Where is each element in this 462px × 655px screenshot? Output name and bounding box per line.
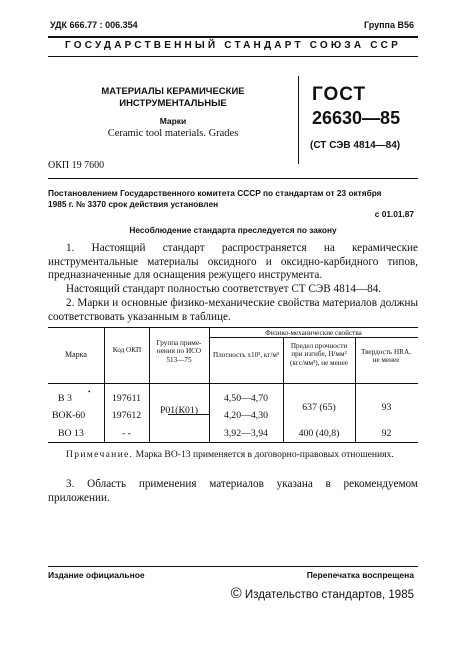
standard-banner: ГОСУДАРСТВЕННЫЙ СТАНДАРТ СОЮЗА ССР (65, 40, 401, 51)
table-row-3-okp: - - (122, 428, 131, 439)
header-physical-props: Физико-механические свойства (265, 329, 362, 337)
paragraph-2: Настоящий стандарт полностью соответствует СТ СЭВ 4814—84. (66, 283, 382, 295)
col-divider-5 (355, 337, 356, 442)
title-line-2: ИНСТРУМЕНТАЛЬНЫЕ (119, 98, 227, 109)
paragraph-3: 2. Марки и основные физико-механические свойства материалов должны соответствовать указанным в таблице. (48, 297, 418, 323)
table-row-1-grade: В 3 (58, 393, 72, 404)
table-note (66, 449, 418, 461)
table-row-1-okp: 197611 (111, 393, 142, 404)
banner-rule (48, 56, 418, 57)
decree-line-2: 1985 г. № 3370 срок действия установлен (48, 199, 219, 209)
table-row-3-grade: ВО 13 (58, 428, 84, 439)
table-row-2-grade: ВОК-60 (52, 410, 86, 421)
header-strength: Предел прочности при изгибе, Н/мм² (кгс/мм²), не менее (289, 342, 349, 367)
table-row-2-density: 4,20—4,30 (223, 410, 269, 421)
gost-number: 26630—85 (312, 108, 401, 128)
official-edition: Издание официальное (48, 570, 145, 580)
header-hardness: Твердость HRA, не менее (361, 348, 411, 365)
effective-date: с 01.01.87 (374, 209, 414, 219)
reprint-prohibited: Перепечатка воспрещена (306, 570, 414, 580)
table-row-3-density: 3,92—3,94 (223, 428, 269, 439)
header-iso-group: Группа приме-нения по ИСО 513—75 (156, 339, 202, 364)
table-row-1-density: 4,50—4,70 (223, 393, 269, 404)
strength-merged: 637 (65) (302, 402, 336, 413)
group-code: Группа В56 (363, 20, 414, 30)
asterisk-mark: • (88, 388, 91, 396)
hardness-merged: 93 (381, 402, 392, 413)
header-density: Плотность х10³, кг/м³ (212, 351, 280, 359)
col-divider-2 (149, 327, 150, 442)
okp-rule (48, 178, 418, 179)
header-grade: Марка (65, 350, 87, 359)
footer-rule (48, 566, 418, 567)
copyright-icon: © (230, 585, 242, 602)
title-subtitle: Марки (159, 116, 187, 126)
title-line-1: МАТЕРИАЛЫ КЕРАМИЧЕСКИЕ (101, 86, 245, 97)
note-label: Примечание. (66, 449, 134, 460)
publisher-name: Издательство стандартов, 1985 (244, 589, 414, 601)
note-text: Марка ВО-13 применяется в договорно-правовых отношениях. (135, 449, 394, 460)
table-row-3-hardness: 92 (381, 428, 392, 439)
okp-code: ОКП 19 7600 (48, 160, 105, 171)
table-row-2-okp: 197612 (111, 410, 142, 421)
law-warning: Несоблюдение стандарта преследуется по закону (129, 225, 337, 235)
english-title: Ceramic tool materials. Grades (107, 128, 239, 139)
paragraph-1: 1. Настоящий стандарт распространяется на керамические инструментальные материалы оксидного и оксидно-карбидного типов, предназначенные для оснащения режущего инструмента. (48, 242, 418, 282)
title-divider (298, 76, 299, 164)
header-rule (48, 36, 418, 38)
col-divider-4 (283, 337, 284, 442)
col-divider-3 (209, 327, 210, 442)
st-sev-ref: (СТ СЭВ 4814—84) (310, 140, 401, 151)
paragraph-4: 3. Область применения материалов указана в рекомендуемом приложении. (48, 478, 418, 504)
decree-line-1: Постановлением Государственного комитета СССР по стандартам от 23 октября (48, 188, 382, 198)
col-divider-1 (104, 327, 105, 442)
table-bottom-rule (48, 442, 418, 443)
publisher-line (231, 585, 414, 602)
header-okp: Код ОКП (112, 346, 142, 354)
gost-label: ГОСТ (312, 84, 367, 105)
iso-group-merged: Р01(К01) (159, 405, 199, 416)
table-row-3-strength: 400 (40,8) (298, 428, 340, 439)
udk-code: УДК 666.77 : 006.354 (50, 20, 138, 30)
